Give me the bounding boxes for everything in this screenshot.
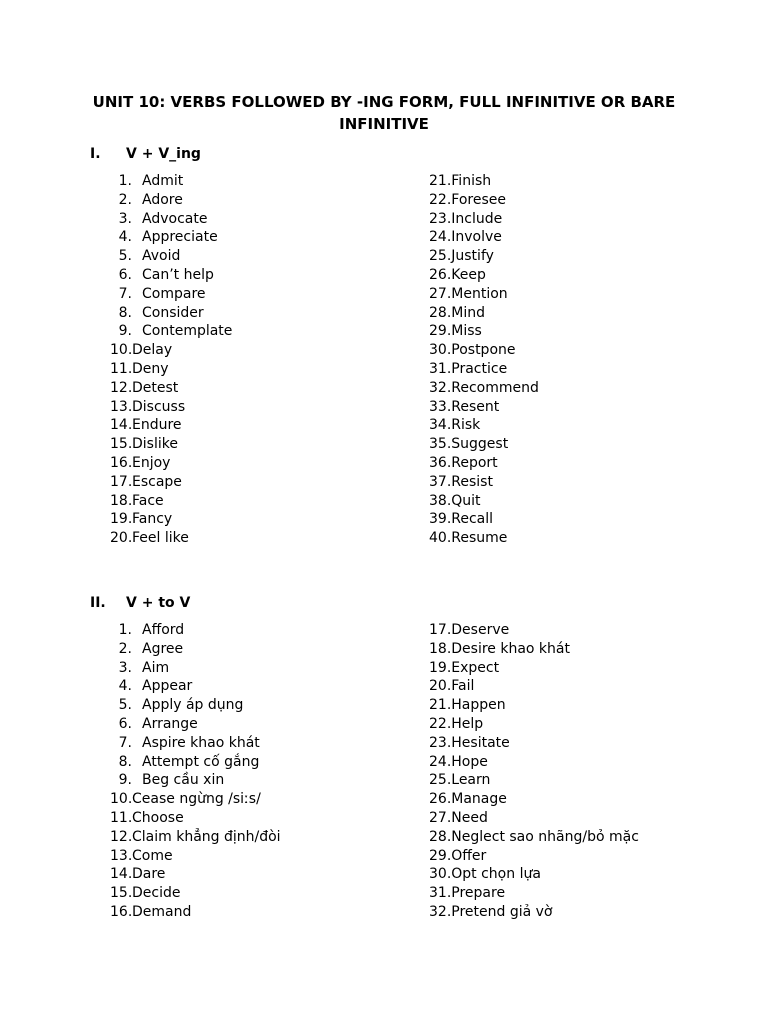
item-verb: Report: [451, 454, 498, 471]
list-item: [110, 640, 281, 659]
list-item: [429, 228, 539, 247]
list-item: [110, 734, 281, 753]
list-item: [110, 416, 232, 435]
item-number: 34.: [429, 417, 452, 434]
item-verb: Resume: [451, 530, 508, 547]
item-verb: Hesitate: [451, 734, 510, 751]
list-item: [110, 454, 232, 473]
item-number: 25.: [429, 248, 452, 265]
list-item: [429, 903, 639, 922]
item-verb: Keep: [451, 266, 486, 283]
list-item: [110, 715, 281, 734]
list-item: [429, 510, 539, 529]
item-verb: Resist: [451, 473, 493, 490]
list-item: [429, 753, 639, 772]
list-item: [429, 734, 639, 753]
item-number: 21.: [429, 697, 452, 714]
tov-list-right: [429, 621, 639, 922]
list-item: [429, 771, 639, 790]
item-verb: Postpone: [451, 342, 516, 359]
ving-list-right: [429, 172, 539, 548]
item-number: 7.: [118, 285, 132, 302]
item-number: 28.: [429, 304, 452, 321]
item-verb: Help: [451, 715, 484, 732]
item-verb: Come: [132, 847, 173, 864]
document-title: UNIT 10: VERBS FOLLOWED BY -ING FORM, FULL INFINITIVE OR BARE INFINITIVE: [92, 93, 676, 133]
item-verb: Risk: [451, 417, 481, 434]
item-number: 19.: [110, 511, 133, 528]
item-verb: Cease ngừng /siːs/: [132, 791, 261, 808]
item-number: 39.: [429, 511, 452, 528]
item-verb: Involve: [451, 229, 502, 246]
list-item: [429, 341, 539, 360]
item-number: 2.: [118, 640, 132, 657]
item-number: 27.: [429, 285, 452, 302]
item-number: 12.: [110, 828, 133, 845]
list-item: [429, 191, 539, 210]
item-verb: Can’t help: [142, 266, 214, 283]
item-verb: Feel like: [132, 530, 189, 547]
item-number: 21.: [429, 173, 452, 189]
list-item: [429, 435, 539, 454]
list-item: [110, 771, 281, 790]
item-verb: Adore: [142, 191, 183, 208]
list-item: [429, 398, 539, 417]
item-verb: Advocate: [142, 210, 208, 227]
item-number: 3.: [118, 659, 132, 676]
item-verb: Recall: [451, 511, 494, 528]
list-item: [429, 828, 639, 847]
list-item: [110, 884, 281, 903]
list-item: [429, 360, 539, 379]
item-verb: Recommend: [451, 379, 539, 396]
item-number: 23.: [429, 734, 452, 751]
item-number: 8.: [118, 753, 132, 770]
item-verb: Avoid: [142, 248, 181, 265]
item-number: 40.: [429, 530, 452, 547]
list-item: [429, 473, 539, 492]
item-number: 23.: [429, 210, 452, 227]
item-number: 10.: [110, 342, 133, 359]
list-item: [110, 210, 232, 229]
item-verb: Attempt cố gắng: [142, 753, 260, 770]
item-number: 2.: [118, 191, 132, 208]
item-verb: Face: [132, 492, 164, 509]
list-item: [429, 865, 639, 884]
list-item: [429, 210, 539, 229]
list-item: [110, 865, 281, 884]
section-title: V + V_ing: [126, 146, 201, 162]
item-verb: Consider: [142, 304, 204, 321]
item-verb: Fancy: [132, 511, 173, 528]
item-verb: Deny: [132, 360, 169, 377]
list-item: [429, 790, 639, 809]
item-number: 29.: [429, 323, 452, 340]
item-number: 13.: [110, 398, 133, 415]
item-verb: Endure: [132, 417, 182, 434]
section-number: I.: [90, 146, 101, 162]
item-number: 14.: [110, 417, 133, 434]
item-number: 22.: [429, 715, 452, 732]
list-item: [110, 809, 281, 828]
item-verb: Claim khẳng định/đòi: [132, 828, 281, 845]
section-title: V + to V: [126, 595, 191, 611]
list-item: [110, 510, 232, 529]
list-item: [429, 322, 539, 341]
item-number: 32.: [429, 379, 452, 396]
list-item: [429, 304, 539, 323]
item-verb: Deserve: [451, 622, 510, 638]
item-number: 31.: [429, 360, 452, 377]
section-number: II.: [90, 595, 106, 611]
list-item: [429, 454, 539, 473]
list-item: [110, 696, 281, 715]
item-verb: Prepare: [451, 885, 506, 902]
list-item: [110, 753, 281, 772]
item-verb: Dare: [132, 866, 166, 883]
item-number: 26.: [429, 266, 452, 283]
item-number: 8.: [118, 304, 132, 321]
list-item: [110, 191, 232, 210]
item-verb: Quit: [451, 492, 481, 509]
list-item: [110, 435, 232, 454]
item-number: 38.: [429, 492, 452, 509]
list-item: [110, 266, 232, 285]
ving-list-left: [110, 172, 232, 548]
item-number: 4.: [118, 229, 132, 246]
item-verb: Demand: [132, 903, 192, 920]
item-verb: Hope: [451, 753, 488, 770]
item-number: 37.: [429, 473, 452, 490]
item-verb: Discuss: [132, 398, 186, 415]
list-item: [429, 529, 539, 548]
item-verb: Detest: [132, 379, 179, 396]
item-verb: Neglect sao nhãng/bỏ mặc: [451, 828, 639, 845]
item-verb: Appear: [142, 678, 193, 695]
item-number: 25.: [429, 772, 452, 789]
item-number: 17.: [110, 473, 133, 490]
item-number: 15.: [110, 436, 133, 453]
item-verb: Enjoy: [132, 454, 171, 471]
list-item: [429, 640, 639, 659]
item-number: 3.: [118, 210, 132, 227]
item-verb: Delay: [132, 342, 173, 359]
tov-list-left: [110, 621, 281, 922]
list-item: [110, 828, 281, 847]
list-item: [110, 360, 232, 379]
item-number: 16.: [110, 454, 133, 471]
item-number: 24.: [429, 753, 452, 770]
item-verb: Decide: [132, 885, 181, 902]
item-verb: Finish: [451, 173, 492, 189]
list-item: [110, 492, 232, 511]
item-number: 14.: [110, 866, 133, 883]
item-number: 28.: [429, 828, 452, 845]
item-number: 20.: [110, 530, 133, 547]
item-number: 35.: [429, 436, 452, 453]
item-number: 18.: [110, 492, 133, 509]
list-item: [110, 322, 232, 341]
item-verb: Agree: [142, 640, 184, 657]
item-number: 36.: [429, 454, 452, 471]
list-item: [110, 621, 281, 640]
item-number: 30.: [429, 866, 452, 883]
item-number: 6.: [118, 715, 132, 732]
item-verb: Dislike: [132, 436, 178, 453]
item-verb: Happen: [451, 697, 506, 714]
item-verb: Justify: [451, 248, 494, 265]
section-heading-to-v: [90, 594, 190, 612]
item-verb: Opt chọn lựa: [451, 866, 541, 883]
item-verb: Admit: [142, 173, 184, 189]
list-item: [110, 529, 232, 548]
item-number: 13.: [110, 847, 133, 864]
list-item: [110, 398, 232, 417]
item-verb: Miss: [451, 323, 482, 340]
item-verb: Apply áp dụng: [142, 697, 244, 714]
item-number: 27.: [429, 809, 452, 826]
list-item: [429, 696, 639, 715]
item-number: 29.: [429, 847, 452, 864]
list-item: [110, 304, 232, 323]
item-verb: Escape: [132, 473, 182, 490]
item-number: 33.: [429, 398, 452, 415]
item-number: 30.: [429, 342, 452, 359]
item-verb: Arrange: [142, 715, 198, 732]
item-number: 32.: [429, 903, 452, 920]
list-item: [110, 379, 232, 398]
list-item: [429, 847, 639, 866]
item-number: 6.: [118, 266, 132, 283]
item-number: 9.: [118, 772, 132, 789]
item-number: 1.: [118, 622, 132, 638]
list-item: [429, 677, 639, 696]
list-item: [110, 228, 232, 247]
item-verb: Aim: [142, 659, 170, 676]
item-number: 5.: [118, 248, 132, 265]
item-verb: Mention: [451, 285, 508, 302]
item-number: 16.: [110, 903, 133, 920]
list-item: [429, 621, 639, 640]
item-verb: Offer: [451, 847, 487, 864]
item-verb: Manage: [451, 791, 507, 808]
item-verb: Expect: [451, 659, 500, 676]
item-number: 17.: [429, 622, 452, 638]
item-number: 26.: [429, 791, 452, 808]
list-item: [110, 677, 281, 696]
list-item: [110, 847, 281, 866]
item-number: 12.: [110, 379, 133, 396]
item-verb: Mind: [451, 304, 485, 321]
item-number: 31.: [429, 885, 452, 902]
list-item: [110, 285, 232, 304]
item-verb: Beg cầu xin: [142, 772, 225, 789]
list-item: [110, 659, 281, 678]
item-verb: Include: [451, 210, 503, 227]
list-item: [110, 903, 281, 922]
item-verb: Pretend giả vờ: [451, 903, 553, 920]
item-number: 24.: [429, 229, 452, 246]
list-item: [429, 715, 639, 734]
item-verb: Fail: [451, 678, 475, 695]
item-number: 11.: [110, 809, 133, 826]
list-item: [429, 492, 539, 511]
item-verb: Desire khao khát: [451, 640, 570, 657]
list-item: [429, 247, 539, 266]
item-number: 18.: [429, 640, 452, 657]
item-number: 7.: [118, 734, 132, 751]
list-item: [429, 884, 639, 903]
item-number: 1.: [118, 173, 132, 189]
item-verb: Need: [451, 809, 488, 826]
list-item: [110, 341, 232, 360]
item-verb: Foresee: [451, 191, 506, 208]
item-number: 20.: [429, 678, 452, 695]
list-item: [429, 172, 539, 191]
list-item: [110, 247, 232, 266]
section-heading-ving: [90, 145, 201, 163]
item-verb: Compare: [142, 285, 206, 302]
list-item: [429, 379, 539, 398]
item-verb: Learn: [451, 772, 491, 789]
list-item: [110, 172, 232, 191]
item-verb: Aspire khao khát: [142, 734, 260, 751]
list-item: [429, 285, 539, 304]
item-verb: Choose: [132, 809, 184, 826]
item-verb: Suggest: [451, 436, 509, 453]
item-verb: Contemplate: [142, 323, 233, 340]
item-number: 22.: [429, 191, 452, 208]
item-number: 11.: [110, 360, 133, 377]
item-verb: Afford: [142, 622, 185, 638]
item-number: 10.: [110, 791, 133, 808]
list-item: [429, 416, 539, 435]
item-verb: Resent: [451, 398, 500, 415]
item-number: 15.: [110, 885, 133, 902]
item-number: 19.: [429, 659, 452, 676]
item-number: 5.: [118, 697, 132, 714]
list-item: [429, 659, 639, 678]
item-verb: Appreciate: [142, 229, 218, 246]
list-item: [429, 809, 639, 828]
list-item: [429, 266, 539, 285]
item-number: 9.: [118, 323, 132, 340]
list-item: [110, 473, 232, 492]
list-item: [110, 790, 281, 809]
item-verb: Practice: [451, 360, 508, 377]
item-number: 4.: [118, 678, 132, 695]
